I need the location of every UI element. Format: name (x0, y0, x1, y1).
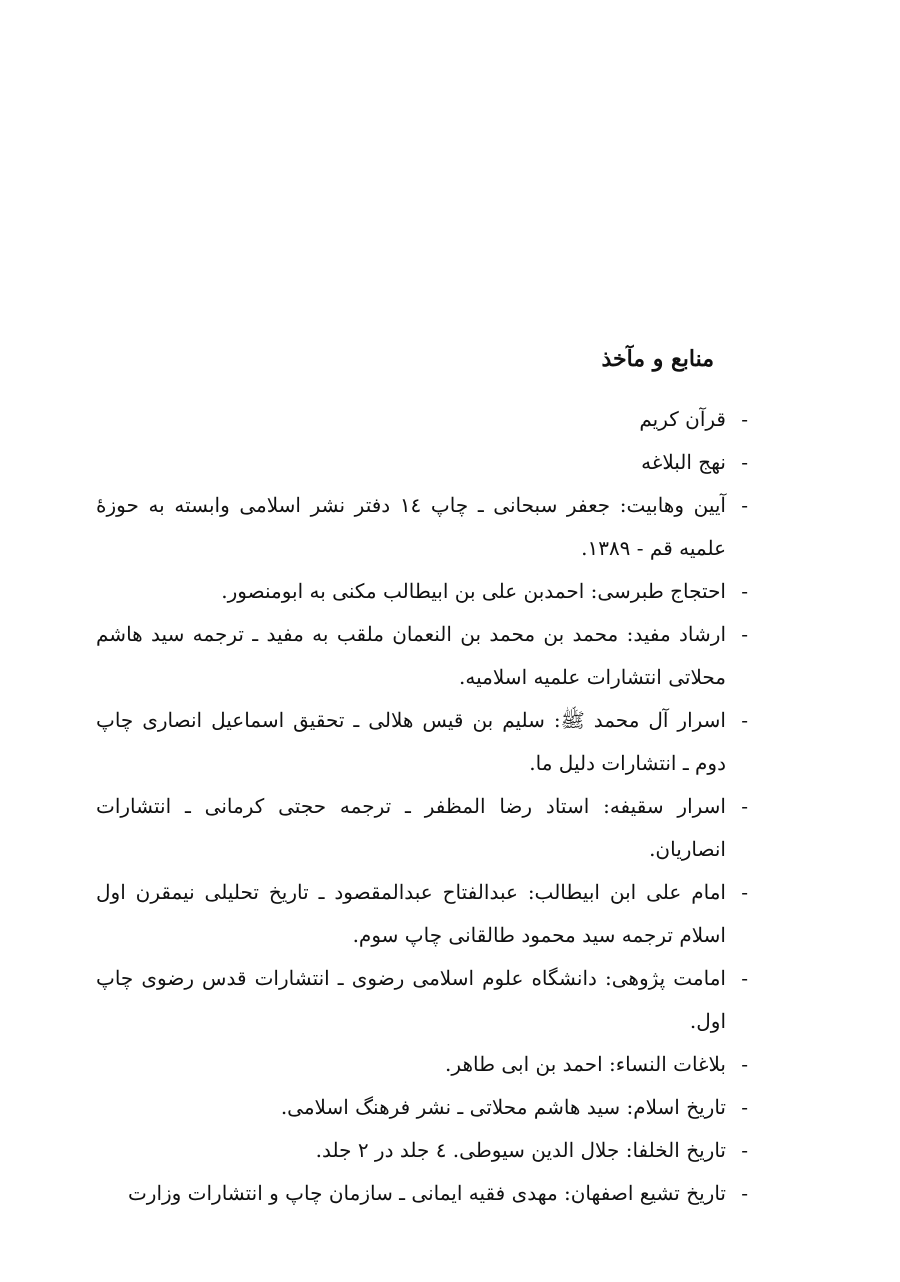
reference-list (96, 398, 748, 1215)
list-dash: - (741, 880, 748, 904)
reference-text: احتجاج طبرسی: احمدبن علی بن ابیطالب مکنی به ابومنصور. (221, 579, 726, 603)
list-dash: - (741, 1095, 748, 1119)
reference-item (96, 484, 748, 570)
reference-text: امام علی ابن ابیطالب: عبدالفتاح عبدالمقصود ـ تاریخ تحلیلی نیمقرن اول اسلام ترجمه سید محمود طالقانی چاپ سوم. (96, 880, 726, 947)
reference-item (96, 1129, 748, 1172)
list-dash: - (741, 966, 748, 990)
list-dash: - (741, 493, 748, 517)
reference-text: اسرار سقیفه: استاد رضا المظفر ـ ترجمه حجتی کرمانی ـ انتشارات انصاریان. (96, 794, 726, 861)
reference-item (96, 699, 748, 785)
reference-item (96, 613, 748, 699)
reference-text: بلاغات النساء: احمد بن ابی طاهر. (445, 1052, 726, 1076)
reference-item (96, 398, 748, 441)
reference-text: اسرار آل محمد ﷺ: سلیم بن قیس هلالی ـ تحقیق اسماعیل انصاری چاپ دوم ـ انتشارات دلیل ما. (96, 708, 726, 775)
reference-item (96, 570, 748, 613)
reference-text: تاریخ تشیع اصفهان: مهدی فقیه ایمانی ـ سازمان چاپ و انتشارات وزارت (127, 1181, 726, 1205)
reference-item (96, 957, 748, 1043)
list-dash: - (741, 407, 748, 431)
list-dash: - (741, 708, 748, 732)
reference-text: قرآن کریم (639, 407, 726, 431)
list-dash: - (741, 1138, 748, 1162)
list-dash: - (741, 794, 748, 818)
reference-item (96, 441, 748, 484)
reference-item (96, 1172, 748, 1215)
reference-text: نهج البلاغه (641, 450, 726, 474)
section-heading: منابع و مآخذ (601, 346, 714, 372)
reference-text: آیین وهابیت: جعفر سبحانی ـ چاپ ١٤ دفتر نشر اسلامی وابسته به حوزۀ علمیه قم - ۱۳۸۹. (96, 493, 726, 560)
reference-item (96, 871, 748, 957)
list-dash: - (741, 450, 748, 474)
reference-item (96, 785, 748, 871)
reference-text: تاریخ اسلام: سید هاشم محلاتی ـ نشر فرهنگ اسلامی. (280, 1095, 726, 1119)
reference-text: ارشاد مفید: محمد بن محمد بن النعمان ملقب به مفید ـ ترجمه سید هاشم محلاتی انتشارات علمیه اسلامیه. (96, 622, 726, 689)
list-dash: - (741, 1052, 748, 1076)
reference-item (96, 1043, 748, 1086)
reference-text: تاریخ الخلفا: جلال الدین سیوطی. ٤ جلد در ٢ جلد. (315, 1138, 726, 1162)
reference-item (96, 1086, 748, 1129)
reference-text: امامت پژوهی: دانشگاه علوم اسلامی رضوی ـ انتشارات قدس رضوی چاپ اول. (96, 966, 726, 1033)
list-dash: - (741, 579, 748, 603)
list-dash: - (741, 622, 748, 646)
list-dash: - (741, 1181, 748, 1205)
